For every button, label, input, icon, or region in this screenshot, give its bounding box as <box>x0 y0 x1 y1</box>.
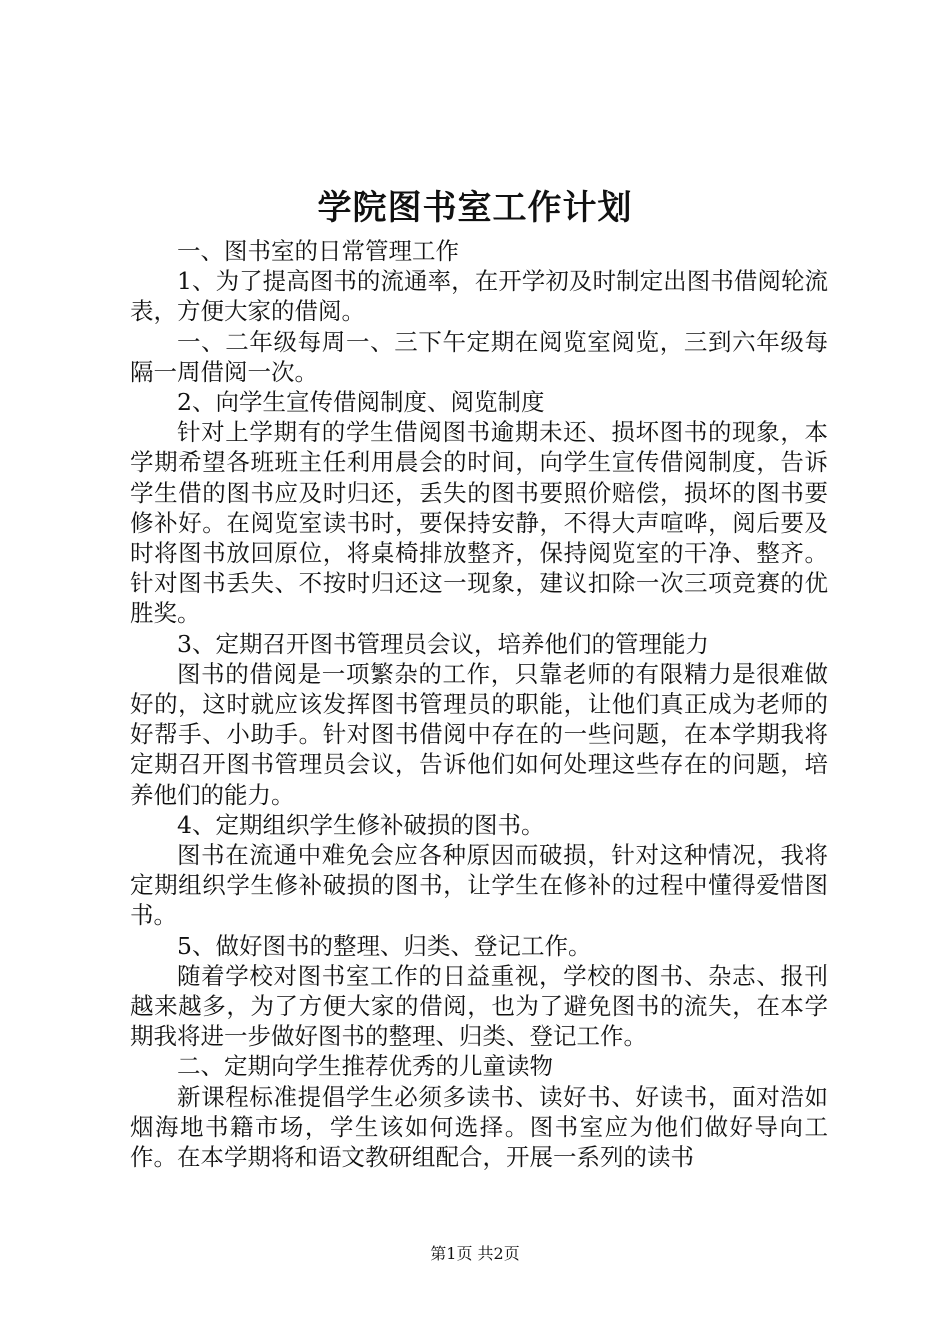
paragraph-1: 1、为了提高图书的流通率，在开学初及时制定出图书借阅轮流表，方便大家的借阅。 <box>130 267 828 326</box>
section-heading-2: 二、定期向学生推荐优秀的儿童读物 <box>177 1052 553 1081</box>
paragraph-2: 一、二年级每周一、三下午定期在阅览室阅览，三到六年级每隔一周借阅一次。 <box>130 327 828 386</box>
paragraph-9: 5、做好图书的整理、归类、登记工作。 <box>177 931 592 960</box>
paragraph-12: 新课程标准提倡学生必须多读书、读好书、好读书，面对浩如烟海地书籍市场，学生该如何选择。图书室应为他们做好导向工作。在本学期将和语文教研组配合，开展一系列的读书 <box>130 1082 828 1172</box>
paragraph-5: 3、定期召开图书管理员会议，培养他们的管理能力 <box>177 629 709 658</box>
paragraph-8: 图书在流通中难免会应各种原因而破损，针对这种情况，我将定期组织学生修补破损的图书，让学生在修补的过程中懂得爱惜图书。 <box>130 841 828 930</box>
document-body <box>130 236 828 1172</box>
section-heading-1: 一、图书室的日常管理工作 <box>177 237 459 265</box>
page-footer: 第1页 共2页 <box>430 1244 520 1263</box>
paragraph-6: 图书的借阅是一项繁杂的工作，只靠老师的有限精力是很难做好的，这时就应该发挥图书管理员的职能，让他们真正成为老师的好帮手、小助手。针对图书借阅中存在的一些问题，在本学期我将定期召开图书管理员会议，告诉他们如何处理这些存在的问题，培养他们的能力。 <box>130 659 828 809</box>
paragraph-4: 针对上学期有的学生借阅图书逾期未还、损坏图书的现象，本学期希望各班班主任利用晨会的时间，向学生宣传借阅制度，告诉学生借的图书应及时归还，丢失的图书要照价赔偿，损坏的图书要修补好。在阅览室读书时，要保持安静，不得大声喧哗，阅后要及时将图书放回原位，将桌椅排放整齐，保持阅览室的干净、整齐。针对图书丢失、不按时归还这一现象，建议扣除一次三项竞赛的优胜奖。 <box>130 418 828 628</box>
paragraph-7: 4、定期组织学生修补破损的图书。 <box>177 810 545 839</box>
paragraph-3: 2、向学生宣传借阅制度、阅览制度 <box>177 388 545 417</box>
document-title: 学院图书室工作计划 <box>317 188 633 228</box>
paragraph-10: 随着学校对图书室工作的日益重视，学校的图书、杂志、报刊越来越多，为了方便大家的借阅，也为了避免图书的流失，在本学期我将进一步做好图书的整理、归类、登记工作。 <box>130 961 828 1051</box>
